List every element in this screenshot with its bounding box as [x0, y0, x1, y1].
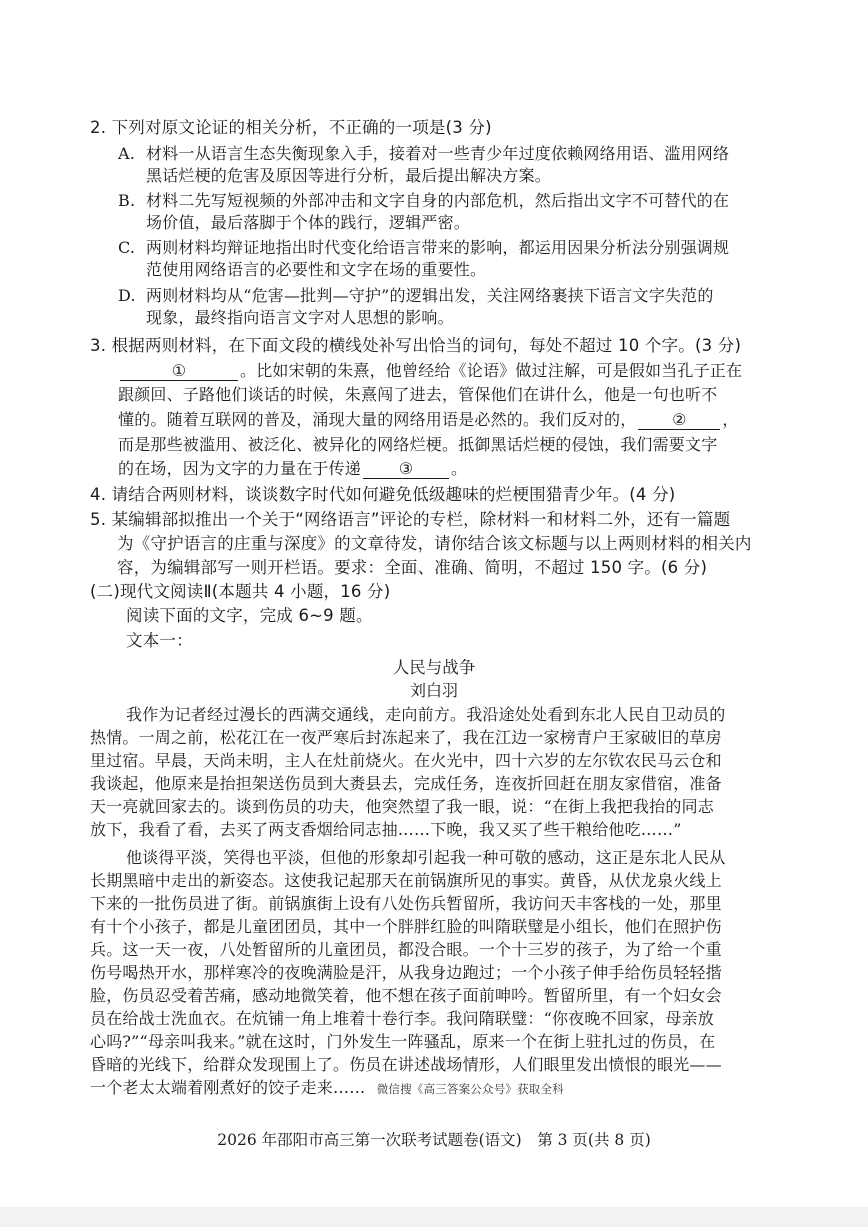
q3-line3-end: ， — [722, 410, 739, 429]
q3-line1 — [118, 360, 742, 382]
q2-stem: 2. 下列对原文论证的相关分析，不正确的一项是(3 分) — [90, 118, 492, 137]
article-author: 刘白羽 — [409, 681, 458, 700]
q2-option-a-line1: 材料一从语言生态失衡现象入手，接着对一些青少年过度依赖网络用语、滥用网络 — [146, 144, 730, 163]
watermark-text: 微信搜《高三答案公众号》获取全科 — [376, 1082, 564, 1096]
q3-line5-text: 的在场，因为文字的力量在于传递 — [118, 459, 362, 478]
article-line: 伤号喝热开水，那样寒冷的夜晚满脸是汗，从我身边跑过；一个小孩子伸手给伤员轻轻揩 — [90, 963, 722, 982]
article-line-text: 一个老太太端着刚煮好的饺子走来…… — [90, 1078, 366, 1097]
q3-line5-end: 。 — [451, 459, 468, 478]
article-line: 长期黑暗中走出的新姿态。这使我记起那天在前锅旗所见的事实。黄昏，从伏龙泉火线上 — [90, 871, 722, 890]
section-heading: (二)现代文阅读Ⅱ(本题共 4 小题，16 分) — [90, 582, 391, 601]
q3-line1-text: 。比如宋朝的朱熹，他曾经给《论语》做过注解，可是假如当孔子正在 — [240, 361, 743, 380]
article-line: 脸，伤员忍受着苦痛，感动地微笑着，他不想在孩子面前呻吟。暂留所里，有一个妇女会 — [90, 986, 722, 1005]
q3-line3-text: 懂的。随着互联网的普及，涌现大量的网络用语是必然的。我们反对的， — [118, 410, 637, 429]
q2-option-a-line2: 黑话烂梗的危害及原因等进行分析，最后提出解决方案。 — [146, 166, 552, 185]
q5-line1: 5. 某编辑部拟推出一个关于“网络语言”评论的专栏，除材料一和材料二外，还有一篇题 — [90, 510, 731, 529]
q5-line2: 为《守护语言的庄重与深度》的文章待发，请你结合该文标题与以上两则材料的相关内 — [117, 534, 752, 553]
q2-option-b-letter: B. — [118, 191, 136, 210]
page-footer: 2026 年邵阳市高三第一次联考试题卷(语文) 第 3 页(共 8 页) — [217, 1131, 651, 1149]
article-line: 放下，我看了看，去买了两支香烟给同志抽……下晚，我又买了些干粮给他吃……” — [90, 820, 682, 839]
article-title: 人民与战争 — [392, 658, 476, 677]
article-line: 兵。这一天一夜，八处暂留所的儿童团员，都没合眼。一个十三岁的孩子，为了给一个重 — [90, 940, 722, 959]
reading-instruction: 阅读下面的文字，完成 6~9 题。 — [126, 606, 373, 625]
q3-line5 — [118, 458, 467, 480]
article-line: 里过宿。早晨，天尚未明，主人在灶前烧火。在火光中，四十六岁的左尔钦农民马云仓和 — [90, 751, 722, 770]
text-label: 文本一： — [126, 631, 193, 650]
q2-option-a-letter: A. — [118, 144, 136, 163]
q2-option-b-line1: 材料二先写短视频的外部冲击和文字自身的内部危机，然后指出文字不可替代的在 — [146, 191, 730, 210]
article-line: 心吗?”“母亲叫我来。”就在这时，门外发生一阵骚乱，原来一个在街上驻扎过的伤员，在 — [90, 1032, 716, 1051]
article-line: 我谈起，他原来是抬担架送伤员到大赉县去，完成任务，连夜折回赶在朋友家借宿，准备 — [90, 774, 722, 793]
q2-option-d-line2: 现象，最终指向语言文字对人思想的影响。 — [146, 308, 454, 327]
scan-bottom-edge — [0, 1207, 868, 1227]
article-line: 热情。一周之前，松花江在一夜严寒后封冻起来了，我在江边一家榜青户王家破旧的草房 — [90, 728, 722, 747]
q3-line3 — [118, 409, 739, 431]
article-line: 员在给战士洗血衣。在炕铺一角上堆着十卷行李。我问隋联璧：“你夜晚不回家，母亲放 — [90, 1009, 714, 1028]
q2-option-c-line2: 范使用网络语言的必要性和文字在场的重要性。 — [146, 260, 487, 279]
q3-blank-3[interactable]: ③ — [363, 460, 449, 479]
article-last-line — [90, 1077, 564, 1100]
article-line: 昏暗的光线下，给群众发现围上了。伤员在讲述战场情形，人们眼里发出愤恨的眼光—— — [90, 1055, 722, 1074]
q5-line3: 容，为编辑部写一则开栏语。要求：全面、准确、简明，不超过 150 字。(6 分) — [117, 558, 708, 577]
q4-stem: 4. 请结合两则材料，谈谈数字时代如何避免低级趣味的烂梗围猎青少年。(4 分) — [90, 485, 676, 504]
q3-line4: 而是那些被滥用、被泛化、被异化的网络烂梗。抵御黑话烂梗的侵蚀，我们需要文字 — [118, 435, 718, 454]
article-line: 有十个小孩子，都是儿童团团员，其中一个胖胖红脸的叫隋联璧是小组长，他们在照护伤 — [90, 917, 722, 936]
q3-line2: 跟颜回、子路他们谈话的时候，朱熹闯了进去，管保他们在讲什么，他是一句也听不 — [118, 385, 718, 404]
q2-option-d-letter: D. — [118, 286, 136, 305]
q2-option-c-letter: C. — [118, 238, 136, 257]
q3-blank-2[interactable]: ② — [638, 411, 720, 430]
q3-stem: 3. 根据两则材料，在下面文段的横线处补写出恰当的词句，每处不超过 10 个字。(3 分) — [90, 336, 742, 355]
q2-option-b-line2: 场价值，最后落脚于个体的践行，逻辑严密。 — [146, 213, 471, 232]
article-line: 我作为记者经过漫长的西满交通线，走向前方。我沿途处处看到东北人民自卫动员的 — [126, 705, 726, 724]
article-line: 天一亮就回家去的。谈到伤员的功夫，他突然望了我一眼，说：“在街上我把我抬的同志 — [90, 797, 714, 816]
q2-option-c-line1: 两则材料均辩证地指出时代变化给语言带来的影响，都运用因果分析法分别强调规 — [146, 238, 730, 257]
q2-option-d-line1: 两则材料均从“危害—批判—守护”的逻辑出发，关注网络裹挟下语言文字失范的 — [146, 286, 714, 305]
q3-blank-1[interactable]: ① — [120, 362, 238, 381]
article-line: 他谈得平淡，笑得也平淡，但他的形象却引起我一种可敬的感动，这正是东北人民从 — [126, 848, 726, 867]
article-line: 下来的一批伤员进了街。前锅旗街上设有八处伤兵暂留所，我访问天丰客栈的一处，那里 — [90, 894, 722, 913]
